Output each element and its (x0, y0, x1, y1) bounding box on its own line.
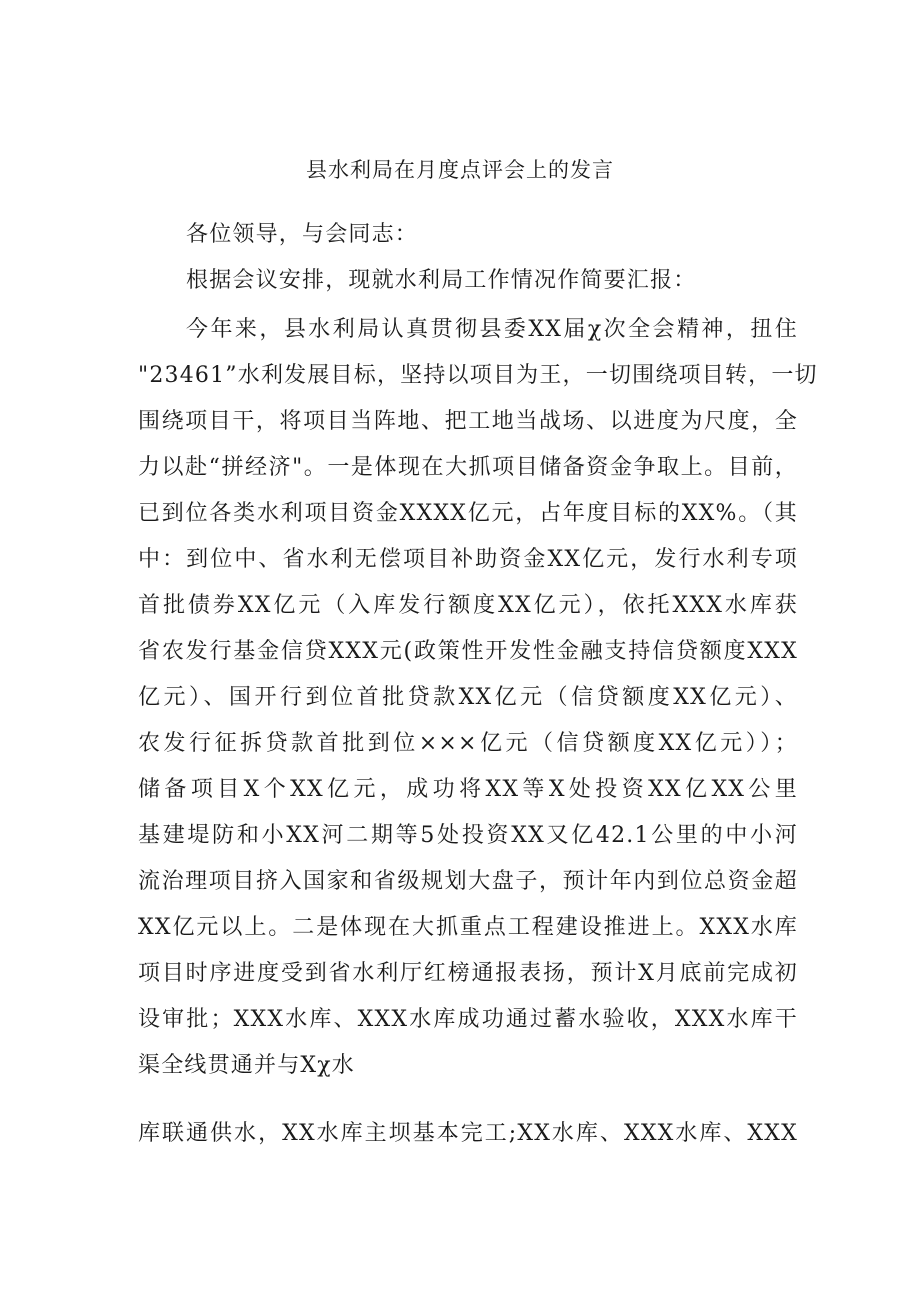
body-line: 项目时序进度受到省水利厅红榜通报表扬，预计X月底前完成初 (138, 961, 798, 986)
body-line: 中：到位中、省水利无偿项目补助资金XX亿元，发行水利专项 (138, 547, 798, 572)
intro-paragraph: 根据会议安排，现就水利局工作情况作简要汇报： (186, 268, 697, 293)
body-line: 首批债券XX亿元（入库发行额度XX亿元），依托XXX水库获 (138, 593, 798, 618)
body-line: 亿元）、国开行到位首批贷款XX亿元（信贷额度XX亿元）、 (138, 685, 798, 710)
body-line: 省农发行基金信贷XXX元(政策性开发性金融支持信贷额度XXX (138, 639, 798, 664)
document-title: 县水利局在月度点评会上的发言 (306, 158, 614, 182)
body-line: 渠全线贯通并与Xχ水 (138, 1053, 355, 1078)
body-line: 库联通供水，XX水库主坝基本完工;XX水库、XXX水库、XXX (138, 1121, 798, 1146)
body-line: 今年来，县水利局认真贯彻县委XX届χ次全会精神，扭住 (186, 317, 798, 342)
body-line: 已到位各类水利项目资金XXXX亿元，占年度目标的XX%。（其 (138, 501, 798, 526)
body-line: 基建堤防和小XX河二期等5处投资XX又亿42.1公里的中小河 (138, 823, 798, 848)
body-line: XX亿元以上。二是体现在大抓重点工程建设推进上。XXX水库 (138, 915, 798, 940)
body-line: "23461”水利发展目标，坚持以项目为王，一切围绕项目转，一切 (138, 363, 818, 388)
body-line: 设审批；XXX水库、XXX水库成功通过蓄水验收，XXX水库干 (138, 1007, 798, 1032)
body-line: 流治理项目挤入国家和省级规划大盘子，预计年内到位总资金超 (138, 869, 798, 894)
greeting-line: 各位领导，与会同志： (186, 222, 419, 247)
body-line: 围绕项目干，将项目当阵地、把工地当战场、以进度为尺度，全 (138, 409, 798, 434)
body-line: 力以赴“拼经济"。一是体现在大抓项目储备资金争取上。目前， (138, 455, 798, 480)
body-line: 农发行征拆贷款首批到位×××亿元（信贷额度XX亿元））； (138, 731, 798, 756)
body-line: 储备项目X个XX亿元，成功将XX等X处投资XX亿XX公里 (138, 777, 798, 802)
